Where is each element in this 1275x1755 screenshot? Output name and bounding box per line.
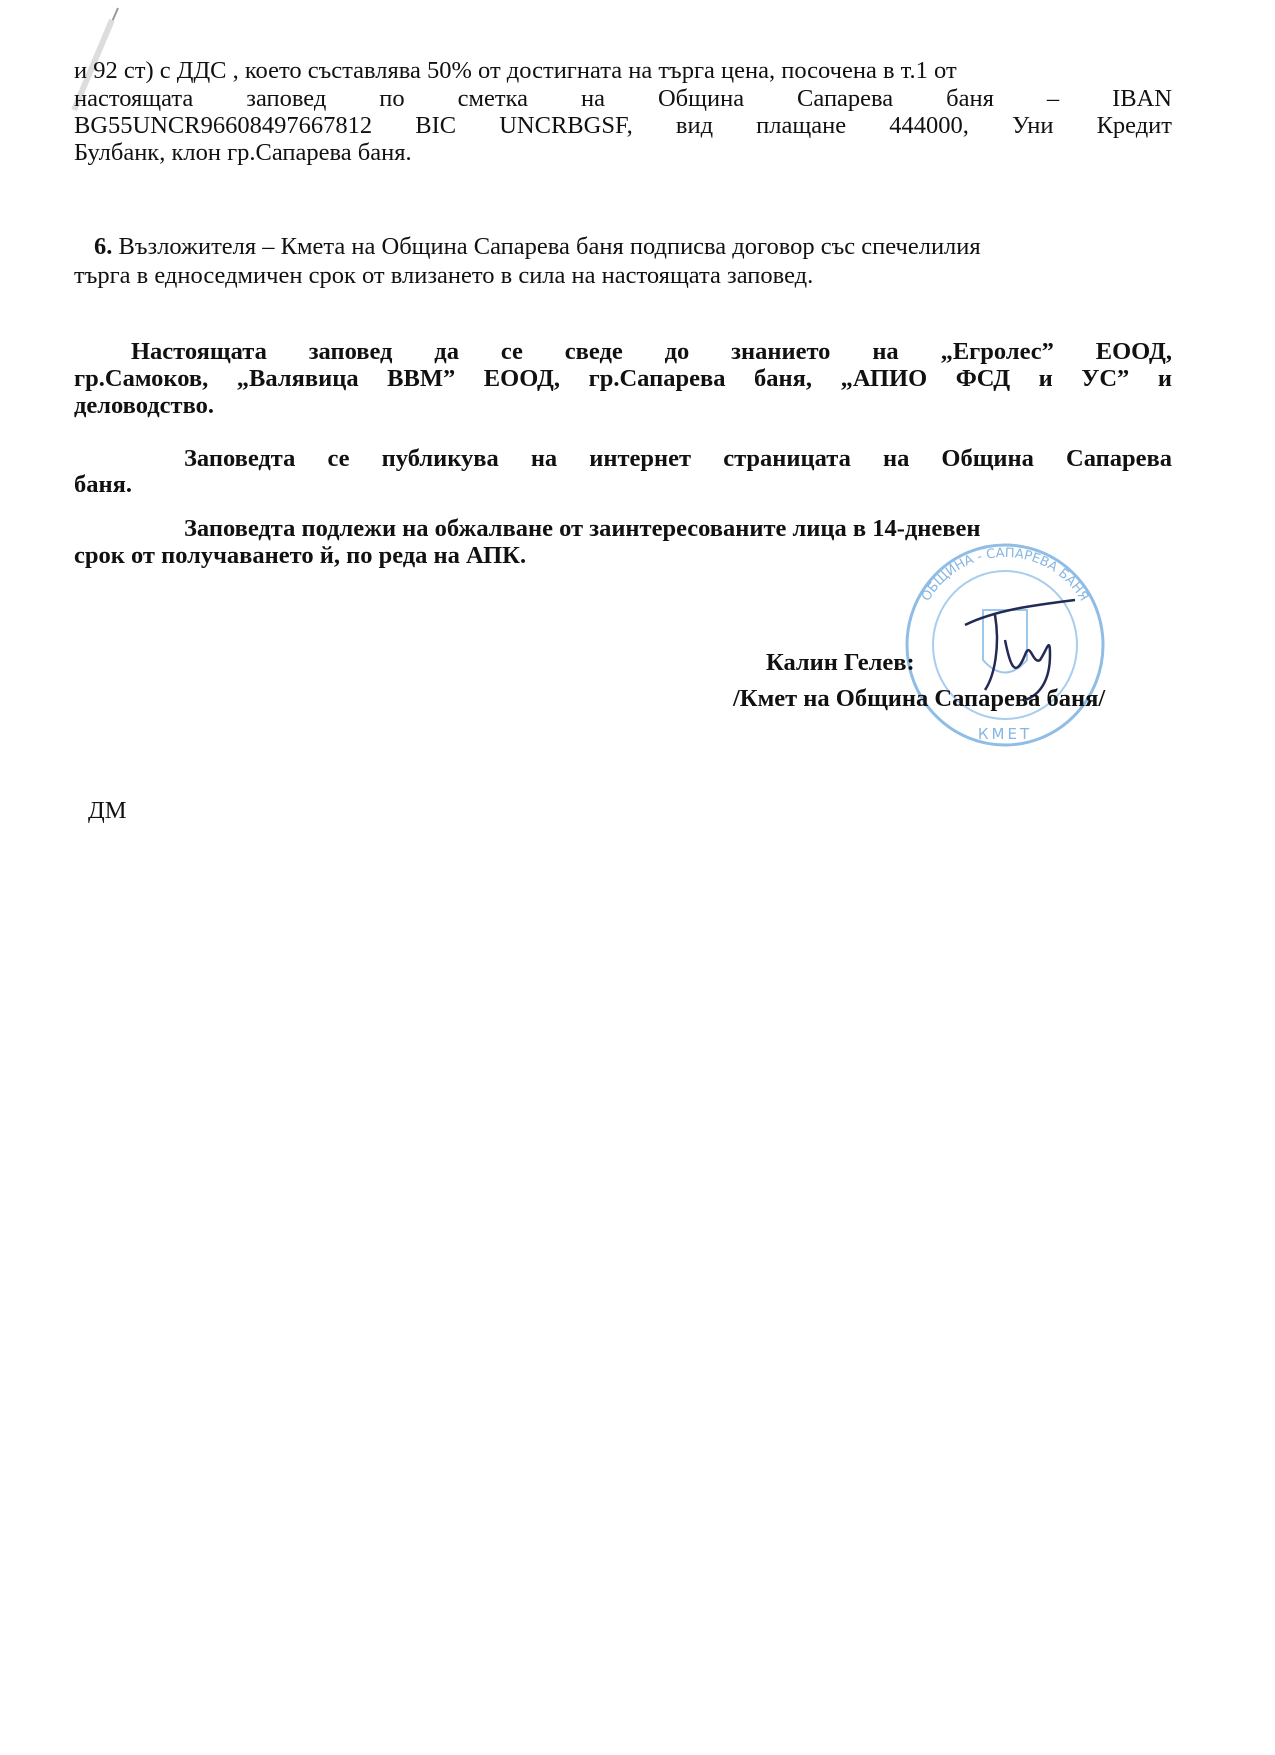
- stamp-top-text: ОБЩИНА - САПАРЕВА БАНЯ: [918, 545, 1092, 605]
- text-line: настоящата заповед по сметка на Община Сапарева баня – IBAN: [74, 85, 1172, 112]
- text-line: търга в едноседмичен срок от влизането в сила на настоящата заповед.: [74, 262, 814, 289]
- text-line: Настоящата заповед да се сведе до знанието на „Егролес” ЕООД,: [131, 338, 1172, 365]
- text-line: Заповедта се публикува на интернет страницата на Община Сапарева: [184, 445, 1172, 472]
- text-line: BG55UNCR96608497667812 BIC UNCRBGSF, вид плащане 444000, Уни Кредит: [74, 112, 1172, 139]
- text-line: срок от получаването й, по реда на АПК.: [74, 542, 527, 569]
- signatory-name: Калин Гелев:: [766, 649, 915, 676]
- text-line: и 92 ст) с ДДС , което съставлява 50% от достигната на търга цена, посочена в т.1 от: [74, 57, 957, 84]
- text-line: деловодство.: [74, 392, 215, 419]
- text-line: Заповедта подлежи на обжалване от заинтересованите лица в 14-дневен: [184, 515, 981, 542]
- initials: ДМ: [88, 797, 127, 824]
- stamp-bottom-text: КМЕТ: [977, 725, 1033, 743]
- signatory-title: /Кмет на Община Сапарева баня/: [733, 685, 1106, 712]
- text-line: [94, 234, 1172, 259]
- text-line: гр.Самоков, „Валявица ВВМ” ЕООД, гр.Сапарева баня, „АПИО ФСД и УС” и: [74, 365, 1172, 392]
- text-line: Булбанк, клон гр.Сапарева баня.: [74, 139, 412, 166]
- item-text: Възложителя – Кмета на Община Сапарева баня подписва договор със спечелилия: [118, 233, 981, 260]
- item-number: 6.: [94, 233, 113, 260]
- text-line: баня.: [74, 471, 132, 498]
